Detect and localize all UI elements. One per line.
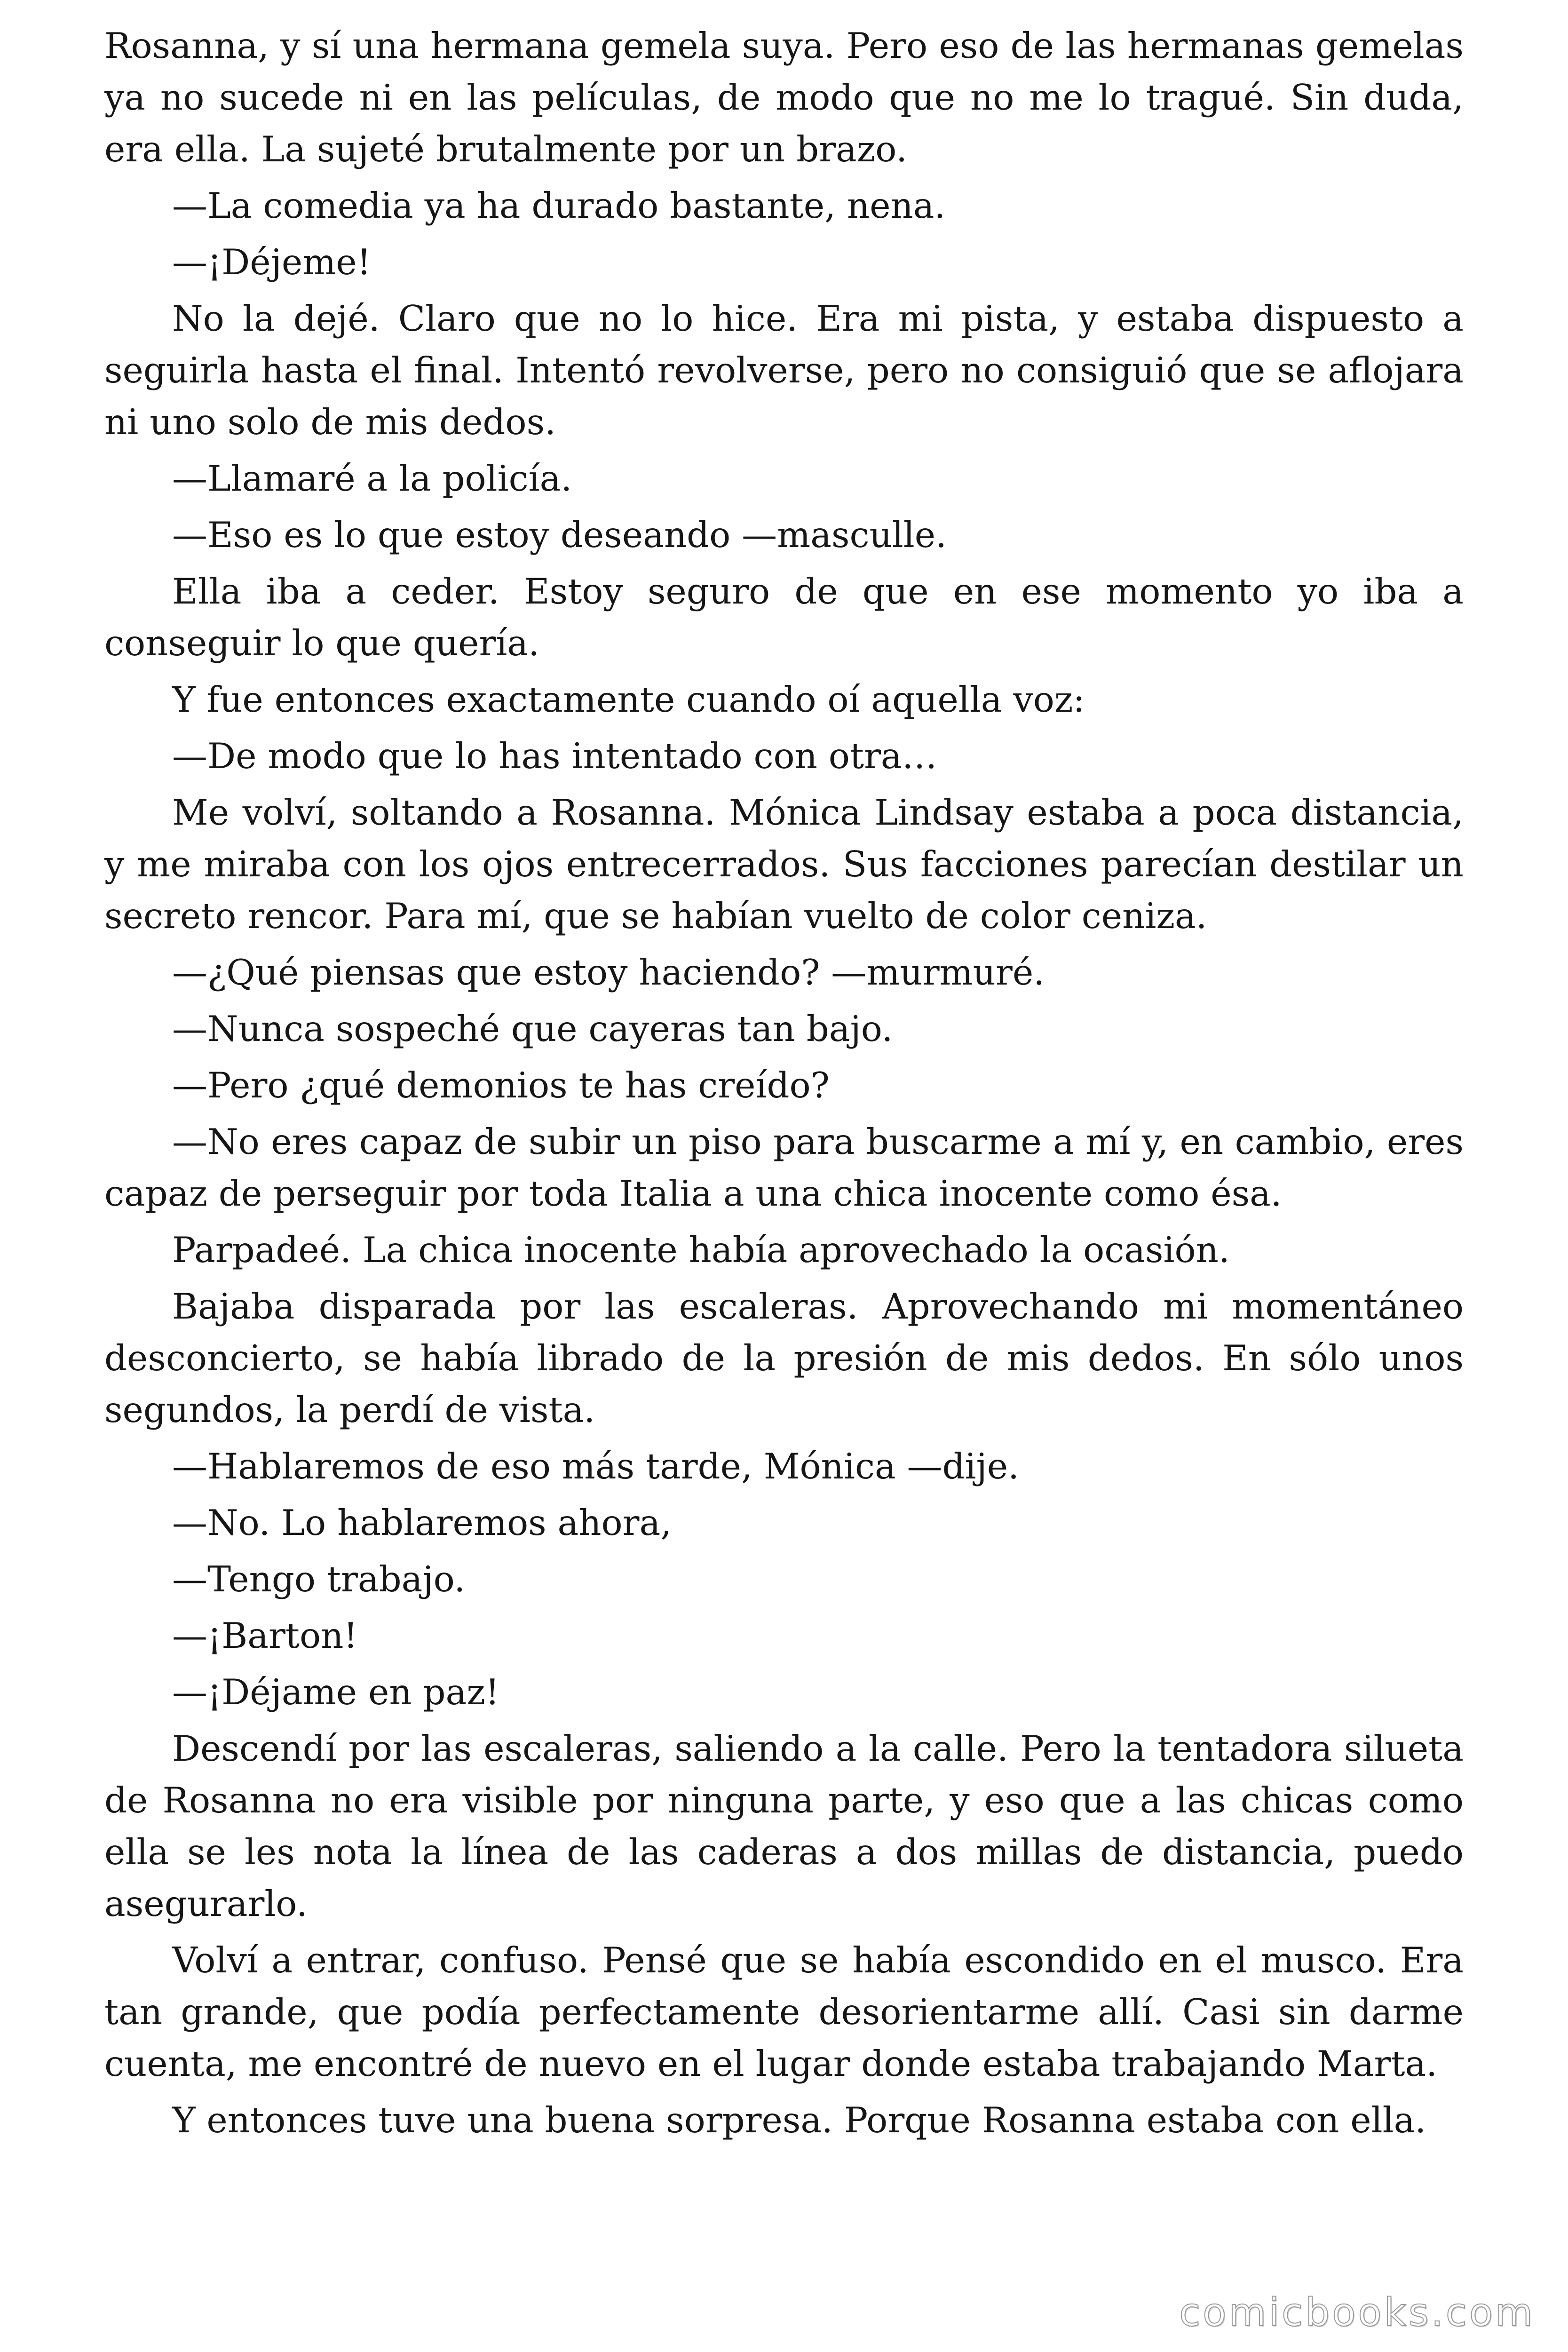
paragraph: —¡Barton! [172, 1615, 358, 1656]
paragraph: No la dejé. Claro que no lo hice. Era mi pista, y estaba dispuesto a seguirla hasta el final. Intentó revolverse, pero no consiguió que se aflojara ni uno solo de mis dedos. [104, 298, 1464, 443]
paragraph: —Nunca sospeché que cayeras tan bajo. [172, 1008, 893, 1049]
paragraph: —¿Qué piensas que estoy haciendo? —murmuré. [172, 952, 1045, 993]
paragraph: —Pero ¿qué demonios te has creído? [172, 1065, 830, 1106]
paragraph: Me volví, soltando a Rosanna. Mónica Lindsay estaba a poca distancia, y me miraba con los ojos entrecerrados. Sus facciones parecían destilar un secreto rencor. Para mí, que se habían vuelto de color ceniza. [104, 792, 1464, 937]
paragraph: Descendí por las escaleras, saliendo a la calle. Pero la tentadora silueta de Rosanna no era visible por ninguna parte, y eso que a las chicas como ella se les nota la línea de las caderas a dos millas de distancia, puedo asegurarlo. [104, 1728, 1464, 1924]
paragraph: —Tengo trabajo. [172, 1558, 466, 1600]
watermark-text: comicbooks.com [1179, 2290, 1535, 2335]
paragraph: —Hablaremos de eso más tarde, Mónica —dije. [172, 1446, 1019, 1487]
paragraph: Y entonces tuve una buena sorpresa. Porque Rosanna estaba con ella. [172, 2099, 1426, 2141]
paragraph: —La comedia ya ha durado bastante, nena. [172, 185, 946, 226]
paragraph: Y fue entonces exactamente cuando oí aquella voz: [172, 679, 1085, 720]
paragraph: Volví a entrar, confuso. Pensé que se había escondido en el musco. Era tan grande, que podía perfectamente desorientarme allí. Casi sin darme cuenta, me encontré de nuevo en el lugar donde estaba trabajando Marta. [104, 1939, 1464, 2084]
paragraph: —Llamaré a la policía. [172, 458, 572, 499]
paragraph: —¡Déjeme! [172, 241, 371, 283]
paragraph: —Eso es lo que estoy deseando —masculle. [172, 514, 947, 556]
paragraph: Ella iba a ceder. Estoy seguro de que en ese momento yo iba a conseguir lo que quería. [104, 571, 1464, 664]
paragraph: —¡Déjame en paz! [172, 1671, 499, 1713]
paragraph: Bajaba disparada por las escaleras. Aprovechando mi momentáneo desconcierto, se había librado de la presión de mis dedos. En sólo unos segundos, la perdí de vista. [104, 1286, 1464, 1430]
paragraph: —No eres capaz de subir un piso para buscarme a mí y, en cambio, eres capaz de perseguir por toda Italia a una chica inocente como ésa. [104, 1121, 1464, 1214]
paragraph: —No. Lo hablaremos ahora, [172, 1502, 672, 1543]
paragraph: Rosanna, y sí una hermana gemela suya. Pero eso de las hermanas gemelas ya no sucede ni en las películas, de modo que no me lo tragué. Sin duda, era ella. La sujeté brutalmente por un brazo. [104, 25, 1464, 170]
paragraph: Parpadeé. La chica inocente había aprovechado la ocasión. [172, 1229, 1230, 1271]
paragraph: —De modo que lo has intentado con otra… [172, 735, 937, 777]
page-body [104, 20, 1464, 2151]
